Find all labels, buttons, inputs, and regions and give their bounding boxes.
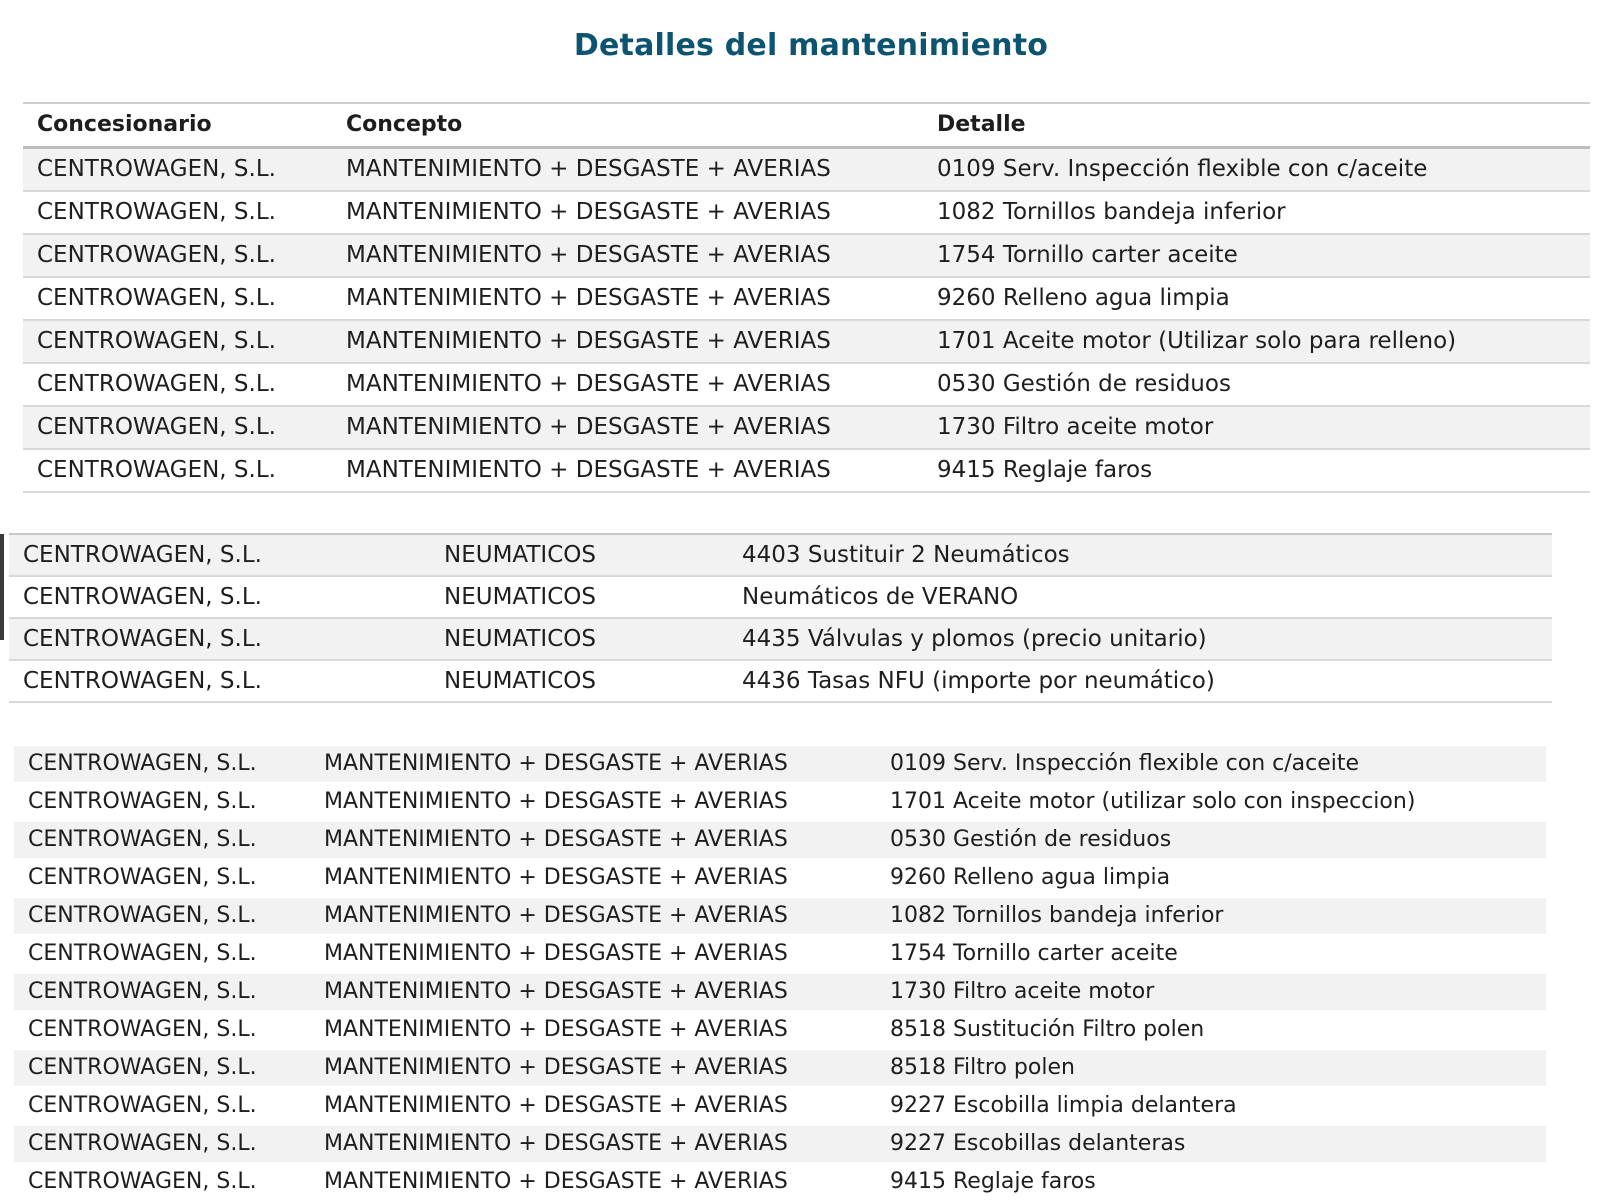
cell-concesionario: CENTROWAGEN, S.L. [14,746,310,783]
cell-detalle: 9260 Relleno agua limpia [876,859,1546,897]
cell-concepto: MANTENIMIENTO + DESGASTE + AVERIAS [332,406,923,449]
cell-concesionario: CENTROWAGEN, S.L. [14,783,310,821]
cell-concepto: MANTENIMIENTO + DESGASTE + AVERIAS [310,746,876,783]
cell-detalle: 9227 Escobillas delanteras [876,1125,1546,1163]
cell-detalle: 4436 Tasas NFU (importe por neumático) [728,660,1552,702]
cell-concepto: MANTENIMIENTO + DESGASTE + AVERIAS [332,191,923,234]
cell-concepto: MANTENIMIENTO + DESGASTE + AVERIAS [310,821,876,859]
cell-detalle: 9415 Reglaje faros [923,449,1590,492]
cell-concesionario: CENTROWAGEN, S.L. [14,973,310,1011]
cell-detalle: 0109 Serv. Inspección flexible con c/aceite [923,148,1590,192]
table-row [23,406,1590,449]
table-row [23,191,1590,234]
cell-concepto: NEUMATICOS [430,660,728,702]
table-row [14,973,1546,1011]
table-row [14,1049,1546,1087]
table-row [14,897,1546,935]
maintenance-table-1 [23,102,1590,493]
table-row [14,935,1546,973]
cell-concesionario: CENTROWAGEN, S.L. [9,618,430,660]
column-header-detalle: Detalle [923,103,1590,148]
cell-concepto: MANTENIMIENTO + DESGASTE + AVERIAS [332,320,923,363]
cell-detalle: 8518 Filtro polen [876,1049,1546,1087]
table-row [9,534,1552,576]
table-row [9,618,1552,660]
table-row [14,783,1546,821]
cell-concepto: NEUMATICOS [430,618,728,660]
cell-detalle: 1730 Filtro aceite motor [923,406,1590,449]
cell-concepto: MANTENIMIENTO + DESGASTE + AVERIAS [310,1125,876,1163]
cell-concepto: MANTENIMIENTO + DESGASTE + AVERIAS [310,859,876,897]
column-header-concepto: Concepto [332,103,923,148]
cell-detalle: 0530 Gestión de residuos [876,821,1546,859]
table-row [14,1011,1546,1049]
table-row [14,1163,1546,1200]
cell-concesionario: CENTROWAGEN, S.L. [23,234,332,277]
cell-concesionario: CENTROWAGEN, S.L. [23,449,332,492]
table-row [14,859,1546,897]
cell-detalle: 1701 Aceite motor (utilizar solo con inspeccion) [876,783,1546,821]
cell-concesionario: CENTROWAGEN, S.L. [14,1049,310,1087]
table-row [9,576,1552,618]
table-row [14,746,1546,783]
cell-concepto: MANTENIMIENTO + DESGASTE + AVERIAS [310,935,876,973]
cell-detalle: Neumáticos de VERANO [728,576,1552,618]
table-row [14,1087,1546,1125]
cell-concesionario: CENTROWAGEN, S.L. [14,1011,310,1049]
cell-detalle: 1754 Tornillo carter aceite [876,935,1546,973]
cell-detalle: 1754 Tornillo carter aceite [923,234,1590,277]
table-row [23,363,1590,406]
cell-detalle: 4403 Sustituir 2 Neumáticos [728,534,1552,576]
table-row [23,148,1590,192]
cell-concesionario: CENTROWAGEN, S.L. [9,534,430,576]
cell-concesionario: CENTROWAGEN, S.L. [23,363,332,406]
maintenance-table-2 [14,746,1546,1200]
cell-concesionario: CENTROWAGEN, S.L. [23,277,332,320]
page-title: Detalles del mantenimiento [573,28,1049,63]
cell-concepto: MANTENIMIENTO + DESGASTE + AVERIAS [310,897,876,935]
table-row [23,277,1590,320]
tyres-table [9,533,1552,703]
table-row [23,234,1590,277]
cell-concepto: MANTENIMIENTO + DESGASTE + AVERIAS [332,363,923,406]
cell-concepto: MANTENIMIENTO + DESGASTE + AVERIAS [332,234,923,277]
cell-detalle: 9260 Relleno agua limpia [923,277,1590,320]
cell-detalle: 1730 Filtro aceite motor [876,973,1546,1011]
cell-detalle: 0109 Serv. Inspección flexible con c/aceite [876,746,1546,783]
cell-concepto: MANTENIMIENTO + DESGASTE + AVERIAS [332,277,923,320]
cell-concepto: MANTENIMIENTO + DESGASTE + AVERIAS [310,1011,876,1049]
table-row [14,1125,1546,1163]
cell-concesionario: CENTROWAGEN, S.L. [14,859,310,897]
cell-concepto: MANTENIMIENTO + DESGASTE + AVERIAS [332,449,923,492]
cell-concesionario: CENTROWAGEN, S.L. [23,191,332,234]
cell-detalle: 8518 Sustitución Filtro polen [876,1011,1546,1049]
cell-detalle: 1082 Tornillos bandeja inferior [923,191,1590,234]
cell-detalle: 1701 Aceite motor (Utilizar solo para relleno) [923,320,1590,363]
cell-detalle: 0530 Gestión de residuos [923,363,1590,406]
cell-detalle: 9227 Escobilla limpia delantera [876,1087,1546,1125]
table-row [14,821,1546,859]
cell-concesionario: CENTROWAGEN, S.L. [14,1087,310,1125]
table-header-row [23,103,1590,148]
cell-concesionario: CENTROWAGEN, S.L. [14,1163,310,1200]
cell-concepto: NEUMATICOS [430,534,728,576]
cell-concepto: MANTENIMIENTO + DESGASTE + AVERIAS [310,1087,876,1125]
edge-divider [0,534,4,640]
cell-concesionario: CENTROWAGEN, S.L. [14,897,310,935]
column-header-concesionario: Concesionario [23,103,332,148]
cell-concesionario: CENTROWAGEN, S.L. [9,660,430,702]
cell-concesionario: CENTROWAGEN, S.L. [23,148,332,192]
cell-concepto: MANTENIMIENTO + DESGASTE + AVERIAS [310,973,876,1011]
table-row [23,449,1590,492]
cell-detalle: 1082 Tornillos bandeja inferior [876,897,1546,935]
cell-detalle: 9415 Reglaje faros [876,1163,1546,1200]
table-row [23,320,1590,363]
cell-concesionario: CENTROWAGEN, S.L. [23,406,332,449]
cell-concepto: MANTENIMIENTO + DESGASTE + AVERIAS [310,1049,876,1087]
cell-detalle: 4435 Válvulas y plomos (precio unitario) [728,618,1552,660]
cell-concepto: MANTENIMIENTO + DESGASTE + AVERIAS [310,1163,876,1200]
cell-concepto: NEUMATICOS [430,576,728,618]
cell-concesionario: CENTROWAGEN, S.L. [14,935,310,973]
cell-concesionario: CENTROWAGEN, S.L. [23,320,332,363]
cell-concesionario: CENTROWAGEN, S.L. [14,1125,310,1163]
cell-concesionario: CENTROWAGEN, S.L. [9,576,430,618]
table-row [9,660,1552,702]
cell-concesionario: CENTROWAGEN, S.L. [14,821,310,859]
cell-concepto: MANTENIMIENTO + DESGASTE + AVERIAS [332,148,923,192]
cell-concepto: MANTENIMIENTO + DESGASTE + AVERIAS [310,783,876,821]
